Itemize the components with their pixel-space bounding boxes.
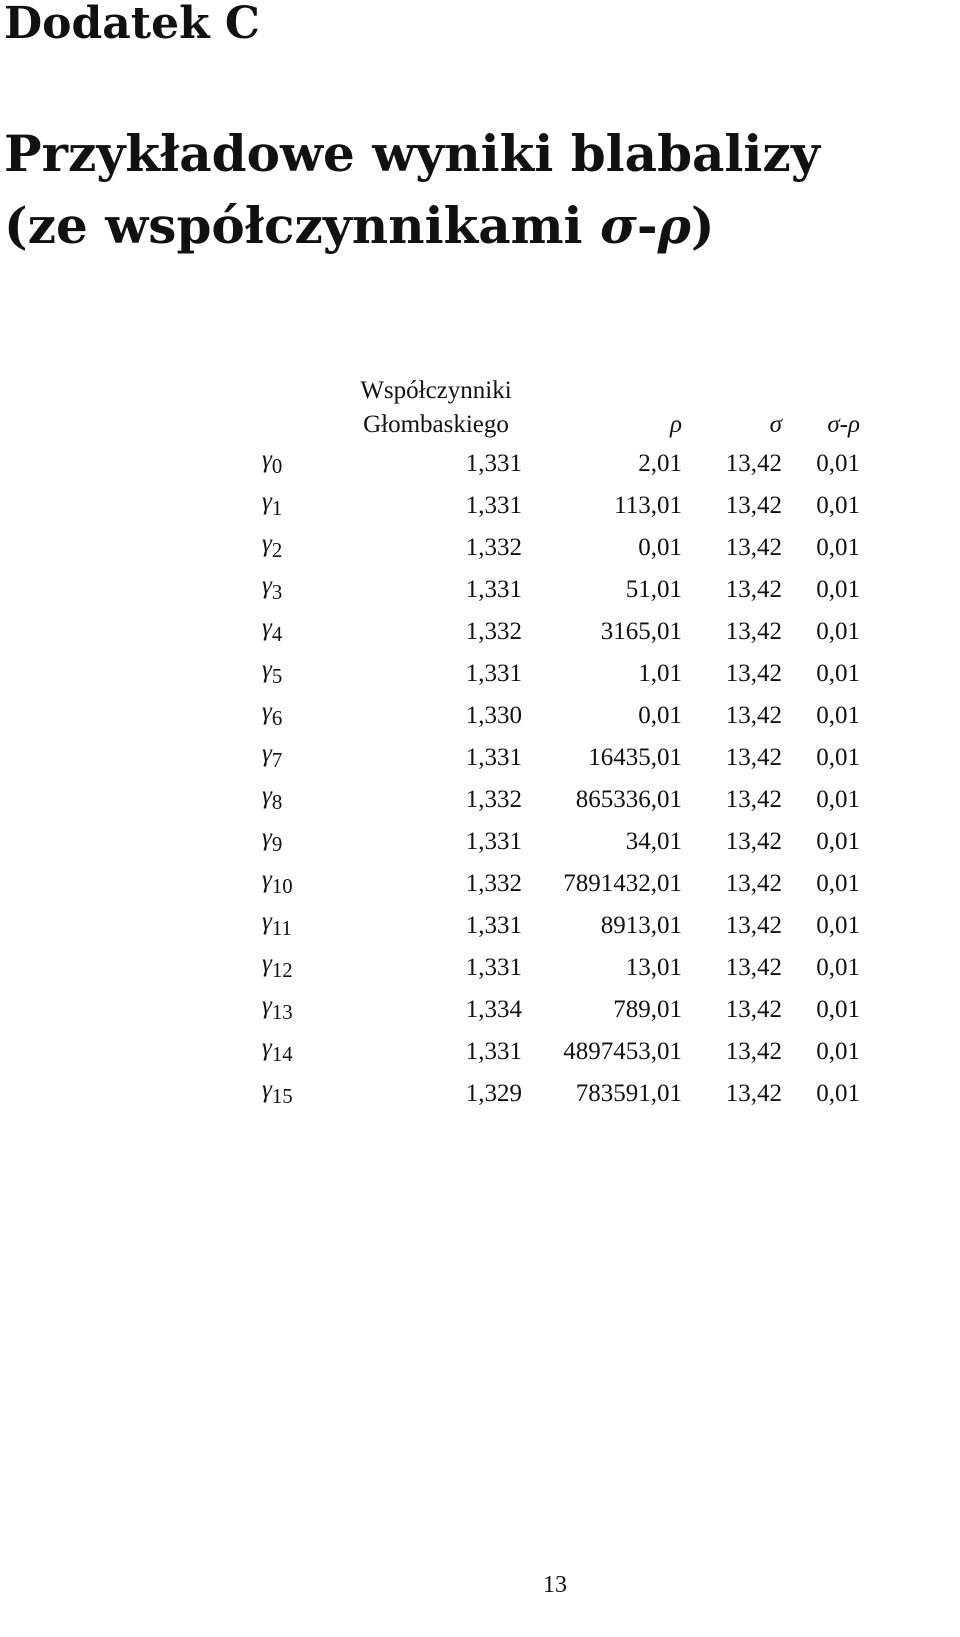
- rho-value: 13,01: [625, 953, 682, 981]
- results-table-header: [262, 374, 860, 442]
- gamma-index: 8: [271, 790, 283, 814]
- row-label: [262, 904, 310, 946]
- sigma-rho-value: 0,01: [816, 575, 860, 603]
- sigma-value: 13,42: [725, 869, 782, 897]
- title-prefix: (ze współczynnikami: [4, 196, 600, 255]
- sigma-rho-value: 0,01: [816, 1037, 860, 1065]
- gamma-index: 12: [271, 958, 293, 982]
- glombaski-value: 1,331: [465, 953, 522, 981]
- sigma-value: 13,42: [725, 911, 782, 939]
- rho-value: 1,01: [638, 659, 682, 687]
- gamma-index: 5: [271, 664, 283, 688]
- sigma-rho-value: 0,01: [816, 995, 860, 1023]
- rho-value: 0,01: [638, 701, 682, 729]
- page-number: 13: [543, 1572, 567, 1598]
- table-row: [262, 568, 860, 610]
- gamma-symbol: γ: [262, 572, 272, 599]
- rho-value: 865336,01: [575, 785, 682, 813]
- appendix-label: Dodatek C: [4, 0, 260, 49]
- table-row: [262, 484, 860, 526]
- table-row: [262, 736, 860, 778]
- sigma-rho-value: 0,01: [816, 617, 860, 645]
- gamma-index: 11: [271, 916, 292, 940]
- rho-value: 113,01: [614, 491, 682, 519]
- gamma-symbol: γ: [262, 698, 272, 725]
- table-row: [262, 820, 860, 862]
- gamma-index: 1: [271, 496, 283, 520]
- table-row: [262, 442, 860, 484]
- row-label: [262, 988, 310, 1030]
- header-glombaski-line-2: Głombaskiego: [363, 411, 509, 438]
- sigma-rho-value: 0,01: [816, 1079, 860, 1107]
- sigma-rho-value: 0,01: [816, 785, 860, 813]
- table-row: [262, 778, 860, 820]
- gamma-symbol: γ: [262, 782, 272, 809]
- gamma-index: 7: [271, 748, 283, 772]
- gamma-index: 6: [271, 706, 283, 730]
- gamma-index: 4: [271, 622, 283, 646]
- glombaski-value: 1,329: [465, 1079, 522, 1107]
- gamma-index: 0: [271, 454, 283, 478]
- glombaski-value: 1,331: [465, 1037, 522, 1065]
- table-row: [262, 526, 860, 568]
- sigma-rho-value: 0,01: [816, 953, 860, 981]
- sigma-rho-value: 0,01: [816, 449, 860, 477]
- glombaski-value: 1,331: [465, 449, 522, 477]
- header-blank-cell: [262, 374, 310, 442]
- results-table: [262, 374, 860, 1114]
- gamma-index: 15: [271, 1084, 293, 1108]
- glombaski-value: 1,332: [465, 785, 522, 813]
- sigma-value: 13,42: [725, 701, 782, 729]
- title-rho-symbol: ρ: [657, 196, 691, 255]
- rho-value: 8913,01: [600, 911, 682, 939]
- gamma-symbol: γ: [262, 740, 272, 767]
- glombaski-value: 1,331: [465, 911, 522, 939]
- row-label: [262, 442, 310, 484]
- title-suffix: ): [690, 196, 715, 255]
- table-row: [262, 652, 860, 694]
- gamma-index: 9: [271, 832, 283, 856]
- row-label: [262, 736, 310, 778]
- gamma-index: 3: [271, 580, 283, 604]
- rho-value: 34,01: [625, 827, 682, 855]
- header-glombaski-line-1: Współczynniki: [360, 377, 512, 404]
- row-label: [262, 694, 310, 736]
- row-label: [262, 652, 310, 694]
- glombaski-value: 1,332: [465, 617, 522, 645]
- sigma-value: 13,42: [725, 533, 782, 561]
- gamma-symbol: γ: [262, 1034, 272, 1061]
- row-label: [262, 484, 310, 526]
- gamma-symbol: γ: [262, 824, 272, 851]
- rho-value: 7891432,01: [563, 869, 682, 897]
- chapter-title-line-2: [4, 190, 820, 262]
- gamma-index: 13: [271, 1000, 293, 1024]
- glombaski-value: 1,334: [465, 995, 522, 1023]
- sigma-value: 13,42: [725, 491, 782, 519]
- sigma-rho-value: 0,01: [816, 911, 860, 939]
- glombaski-value: 1,332: [465, 533, 522, 561]
- sigma-rho-value: 0,01: [816, 701, 860, 729]
- sigma-value: 13,42: [725, 575, 782, 603]
- table-row: [262, 904, 860, 946]
- gamma-symbol: γ: [262, 488, 272, 515]
- glombaski-value: 1,331: [465, 659, 522, 687]
- sigma-value: 13,42: [725, 617, 782, 645]
- sigma-rho-value: 0,01: [816, 491, 860, 519]
- gamma-symbol: γ: [262, 614, 272, 641]
- sigma-rho-value: 0,01: [816, 743, 860, 771]
- glombaski-value: 1,331: [465, 743, 522, 771]
- gamma-index: 14: [271, 1042, 293, 1066]
- row-label: [262, 862, 310, 904]
- row-label: [262, 568, 310, 610]
- glombaski-value: 1,331: [465, 575, 522, 603]
- chapter-title: [4, 118, 820, 262]
- row-label: [262, 1030, 310, 1072]
- gamma-symbol: γ: [262, 950, 272, 977]
- table-row: [262, 610, 860, 652]
- title-sigma-symbol: σ: [599, 196, 637, 255]
- row-label: [262, 526, 310, 568]
- sigma-value: 13,42: [725, 449, 782, 477]
- rho-value: 51,01: [625, 575, 682, 603]
- glombaski-value: 1,331: [465, 491, 522, 519]
- gamma-symbol: γ: [262, 656, 272, 683]
- rho-value: 16435,01: [588, 743, 682, 771]
- sigma-rho-value: 0,01: [816, 533, 860, 561]
- sigma-value: 13,42: [725, 953, 782, 981]
- gamma-index: 10: [271, 874, 293, 898]
- gamma-symbol: γ: [262, 530, 272, 557]
- rho-value: 3165,01: [600, 617, 682, 645]
- header-row: [262, 374, 860, 442]
- sigma-value: 13,42: [725, 743, 782, 771]
- gamma-symbol: γ: [262, 866, 272, 893]
- header-sigma-rho: σ-ρ: [827, 411, 860, 438]
- rho-value: 0,01: [638, 533, 682, 561]
- table-row: [262, 1030, 860, 1072]
- sigma-rho-value: 0,01: [816, 659, 860, 687]
- glombaski-value: 1,330: [465, 701, 522, 729]
- table-row: [262, 862, 860, 904]
- table-row: [262, 1072, 860, 1114]
- sigma-value: 13,42: [725, 827, 782, 855]
- header-rho: ρ: [670, 411, 682, 438]
- row-label: [262, 946, 310, 988]
- table-row: [262, 694, 860, 736]
- sigma-value: 13,42: [725, 1037, 782, 1065]
- rho-value: 783591,01: [575, 1079, 682, 1107]
- gamma-symbol: γ: [262, 992, 272, 1019]
- rho-value: 4897453,01: [563, 1037, 682, 1065]
- sigma-value: 13,42: [725, 659, 782, 687]
- title-dash: -: [636, 196, 658, 255]
- gamma-index: 2: [271, 538, 283, 562]
- glombaski-value: 1,332: [465, 869, 522, 897]
- sigma-rho-value: 0,01: [816, 827, 860, 855]
- sigma-value: 13,42: [725, 1079, 782, 1107]
- sigma-value: 13,42: [725, 995, 782, 1023]
- results-table-body: [262, 442, 860, 1114]
- gamma-symbol: γ: [262, 908, 272, 935]
- rho-value: 789,01: [613, 995, 682, 1023]
- gamma-symbol: γ: [262, 446, 272, 473]
- row-label: [262, 610, 310, 652]
- rho-value: 2,01: [638, 449, 682, 477]
- sigma-rho-value: 0,01: [816, 869, 860, 897]
- row-label: [262, 1072, 310, 1114]
- chapter-title-line-1: Przykładowe wyniki blabalizy: [4, 124, 820, 183]
- table-row: [262, 946, 860, 988]
- row-label: [262, 820, 310, 862]
- gamma-symbol: γ: [262, 1076, 272, 1103]
- table-row: [262, 988, 860, 1030]
- header-sigma: σ: [769, 411, 782, 438]
- sigma-value: 13,42: [725, 785, 782, 813]
- row-label: [262, 778, 310, 820]
- glombaski-value: 1,331: [465, 827, 522, 855]
- header-glombaski-cell: [310, 374, 522, 442]
